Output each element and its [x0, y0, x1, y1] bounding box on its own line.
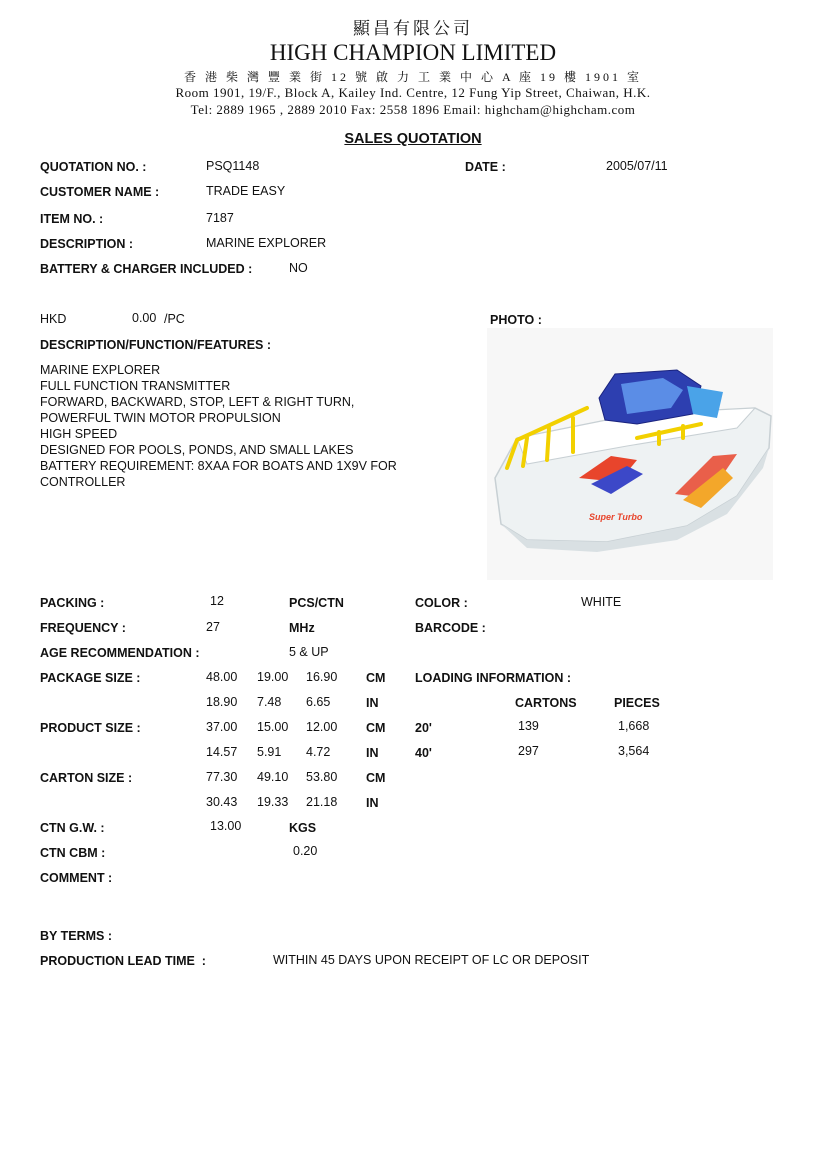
cartons-20ft: 139	[518, 719, 539, 733]
age-label: AGE RECOMMENDATION :	[40, 646, 200, 660]
gross-weight-value: 13.00	[210, 819, 242, 833]
address-english: Room 1901, 19/F., Block A, Kailey Ind. Centre, 12 Fung Yip Street, Chaiwan, H.K.	[175, 85, 651, 100]
boat-decal-text: Super Turbo	[589, 512, 643, 522]
frequency-unit: MHz	[289, 621, 315, 635]
feature-line: FULL FUNCTION TRANSMITTER	[40, 379, 231, 393]
description-value: MARINE EXPLORER	[206, 236, 327, 250]
cbm-value: 0.20	[293, 844, 318, 858]
feature-line: MARINE EXPLORER	[40, 363, 161, 377]
date-label: DATE :	[465, 160, 506, 174]
packing-label: PACKING :	[40, 596, 105, 610]
price-amount: 0.00	[132, 311, 157, 325]
contact-line: Tel: 2889 1965 , 2889 2010 Fax: 2558 1896 Email: highcham@highcham.com	[190, 102, 636, 117]
unit-in: IN	[366, 746, 379, 760]
cartons-column-header: CARTONS	[515, 696, 577, 710]
barcode-label: BARCODE :	[415, 621, 486, 635]
item-no-label: ITEM NO. :	[40, 212, 104, 226]
product-photo	[487, 328, 773, 580]
frequency-label: FREQUENCY :	[40, 621, 126, 635]
package-width-in: 7.48	[257, 695, 282, 709]
carton-width-cm: 49.10	[257, 770, 289, 784]
cbm-label: CTN CBM :	[40, 846, 106, 860]
comment-label: COMMENT :	[40, 871, 113, 885]
address-chinese: 香 港 柴 灣 豐 業 街 12 號 啟 力 工 業 中 心 A 座 19 樓 1901 室	[183, 70, 642, 84]
pieces-column-header: PIECES	[614, 696, 660, 710]
customer-name-label: CUSTOMER NAME :	[40, 185, 160, 199]
price-unit: /PC	[164, 312, 185, 326]
unit-cm: CM	[366, 771, 386, 785]
features-list	[40, 362, 397, 490]
lead-time-label: PRODUCTION LEAD TIME :	[40, 954, 206, 968]
feature-line: DESIGNED FOR POOLS, PONDS, AND SMALL LAKES	[40, 443, 354, 457]
color-value: WHITE	[581, 595, 622, 609]
document-title: SALES QUOTATION	[344, 131, 482, 147]
company-name-chinese: 顯昌有限公司	[353, 19, 473, 38]
quotation-no-label: QUOTATION NO. :	[40, 160, 147, 174]
carton-size-label: CARTON SIZE :	[40, 771, 133, 785]
pieces-40ft: 3,564	[618, 744, 650, 758]
product-height-in: 4.72	[306, 745, 331, 759]
features-label: DESCRIPTION/FUNCTION/FEATURES :	[40, 338, 272, 352]
gross-weight-unit: KGS	[289, 821, 317, 835]
item-no-value: 7187	[206, 211, 234, 225]
product-length-in: 14.57	[206, 745, 238, 759]
packing-unit: PCS/CTN	[289, 596, 344, 610]
product-width-cm: 15.00	[257, 720, 289, 734]
carton-height-in: 21.18	[306, 795, 338, 809]
customer-name-value: TRADE EASY	[206, 184, 286, 198]
carton-width-in: 19.33	[257, 795, 289, 809]
container-40ft: 40'	[415, 746, 432, 760]
loading-info-label: LOADING INFORMATION :	[415, 671, 571, 685]
package-length-cm: 48.00	[206, 670, 238, 684]
feature-line: CONTROLLER	[40, 475, 126, 489]
carton-height-cm: 53.80	[306, 770, 338, 784]
price-currency: HKD	[40, 312, 67, 326]
photo-label: PHOTO :	[490, 313, 542, 327]
battery-value: NO	[289, 261, 308, 275]
package-height-cm: 16.90	[306, 670, 338, 684]
lead-time-value: WITHIN 45 DAYS UPON RECEIPT OF LC OR DEPOSIT	[273, 953, 590, 967]
color-label: COLOR :	[415, 596, 468, 610]
unit-in: IN	[366, 796, 379, 810]
gross-weight-label: CTN G.W. :	[40, 821, 105, 835]
feature-line: HIGH SPEED	[40, 427, 118, 441]
feature-line: FORWARD, BACKWARD, STOP, LEFT & RIGHT TURN,	[40, 395, 355, 409]
feature-line: BATTERY REQUIREMENT: 8XAA FOR BOATS AND 1X9V FOR	[40, 459, 397, 473]
age-value: 5 & UP	[289, 645, 329, 659]
cartons-40ft: 297	[518, 744, 539, 758]
package-width-cm: 19.00	[257, 670, 289, 684]
unit-cm: CM	[366, 721, 386, 735]
unit-cm: CM	[366, 671, 386, 685]
carton-length-in: 30.43	[206, 795, 238, 809]
unit-in: IN	[366, 696, 379, 710]
product-height-cm: 12.00	[306, 720, 338, 734]
by-terms-label: BY TERMS :	[40, 929, 112, 943]
feature-line: POWERFUL TWIN MOTOR PROPULSION	[40, 411, 281, 425]
packing-value: 12	[210, 594, 224, 608]
container-20ft: 20'	[415, 721, 432, 735]
package-height-in: 6.65	[306, 695, 331, 709]
product-size-label: PRODUCT SIZE :	[40, 721, 141, 735]
quotation-no-value: PSQ1148	[206, 159, 260, 173]
company-name: HIGH CHAMPION LIMITED	[269, 40, 557, 65]
pieces-20ft: 1,668	[618, 719, 650, 733]
product-width-in: 5.91	[257, 745, 282, 759]
package-length-in: 18.90	[206, 695, 238, 709]
frequency-value: 27	[206, 620, 220, 634]
description-label: DESCRIPTION :	[40, 237, 134, 251]
package-size-label: PACKAGE SIZE :	[40, 671, 141, 685]
battery-label: BATTERY & CHARGER INCLUDED :	[40, 262, 253, 276]
carton-length-cm: 77.30	[206, 770, 238, 784]
product-length-cm: 37.00	[206, 720, 238, 734]
date-value: 2005/07/11	[606, 159, 668, 173]
